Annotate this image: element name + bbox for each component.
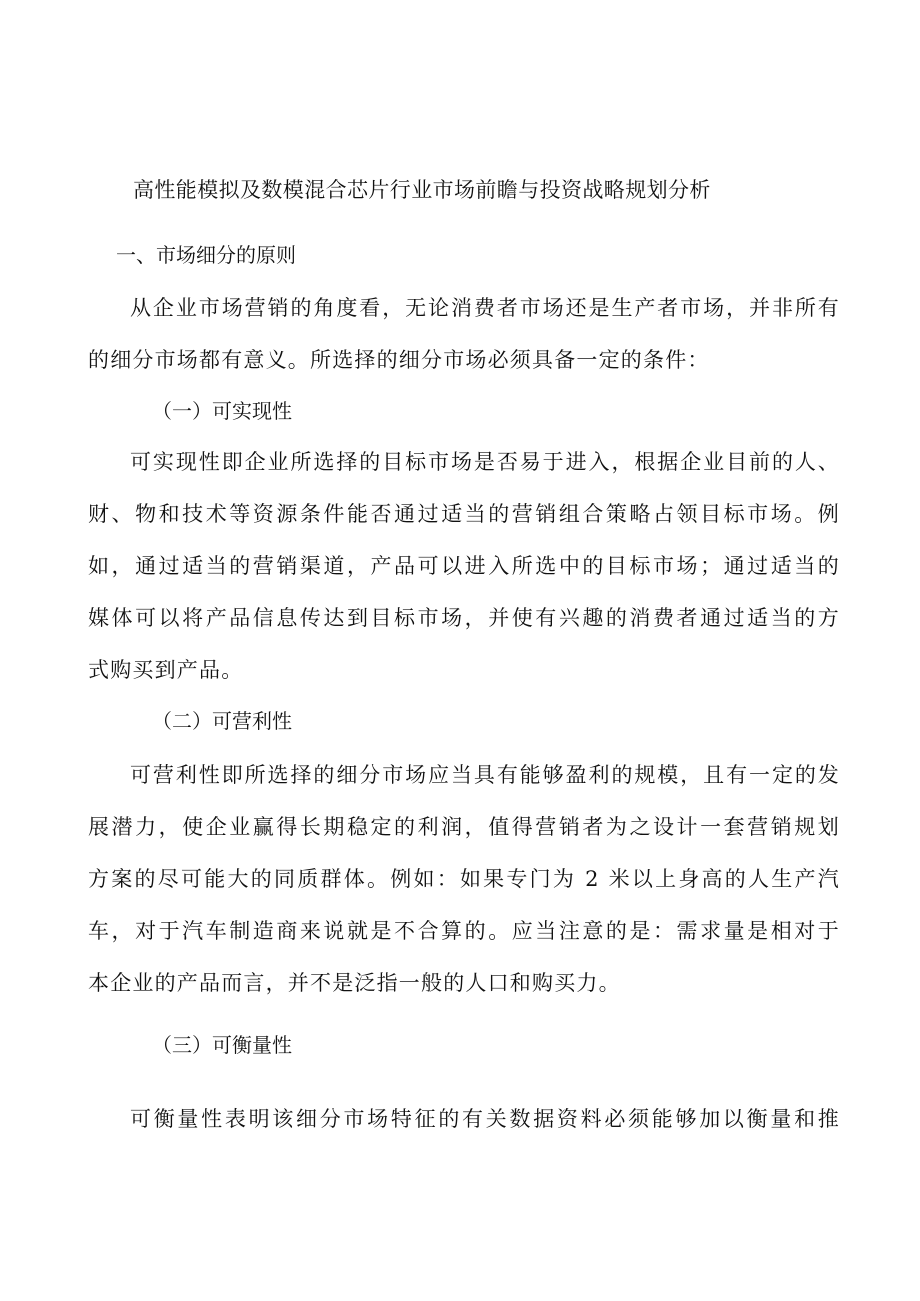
paragraph-line: 从企业市场营销的角度看，无论消费者市场还是生产者市场，并非所有 — [130, 296, 840, 320]
paragraph-line: 可衡量性表明该细分市场特征的有关数据资料必须能够加以衡量和推 — [130, 1107, 840, 1131]
subsection-heading-2: （二）可营利性 — [152, 709, 292, 733]
paragraph-line: 可实现性即企业所选择的目标市场是否易于进入，根据企业目前的人、 — [130, 450, 840, 474]
paragraph-line: 的细分市场都有意义。所选择的细分市场必须具备一定的条件： — [88, 348, 710, 372]
intro-paragraph — [88, 282, 840, 386]
document-title: 高性能模拟及数模混合芯片行业市场前瞻与投资战略规划分析 — [133, 178, 711, 202]
paragraph-line: 媒体可以将产品信息传达到目标市场，并使有兴趣的消费者通过适当的方 — [88, 606, 840, 630]
subsection-heading-1: （一）可实现性 — [152, 399, 292, 423]
section-heading: 一、市场细分的原则 — [116, 243, 296, 267]
paragraph-line: 方案的尽可能大的同质群体。例如：如果专门为 2 米以上身高的人生产汽 — [88, 867, 840, 891]
paragraph-line: 财、物和技术等资源条件能否通过适当的营销组合策略占领目标市场。例 — [88, 502, 840, 526]
paragraph-line: 如，通过适当的营销渠道，产品可以进入所选中的目标市场；通过适当的 — [88, 554, 840, 578]
subsection-heading-3: （三）可衡量性 — [152, 1033, 292, 1057]
subsection-paragraph-3 — [88, 1093, 840, 1145]
paragraph-line: 车，对于汽车制造商来说就是不合算的。应当注意的是：需求量是相对于 — [88, 919, 840, 943]
paragraph-line: 式购买到产品。 — [88, 658, 244, 682]
paragraph-line: 本企业的产品而言，并不是泛指一般的人口和购买力。 — [88, 971, 621, 995]
paragraph-line: 可营利性即所选择的细分市场应当具有能够盈利的规模，且有一定的发 — [130, 763, 840, 787]
subsection-paragraph-1 — [88, 436, 840, 696]
subsection-paragraph-2 — [88, 749, 840, 1009]
paragraph-line: 展潜力，使企业赢得长期稳定的利润，值得营销者为之设计一套营销规划 — [88, 815, 840, 839]
